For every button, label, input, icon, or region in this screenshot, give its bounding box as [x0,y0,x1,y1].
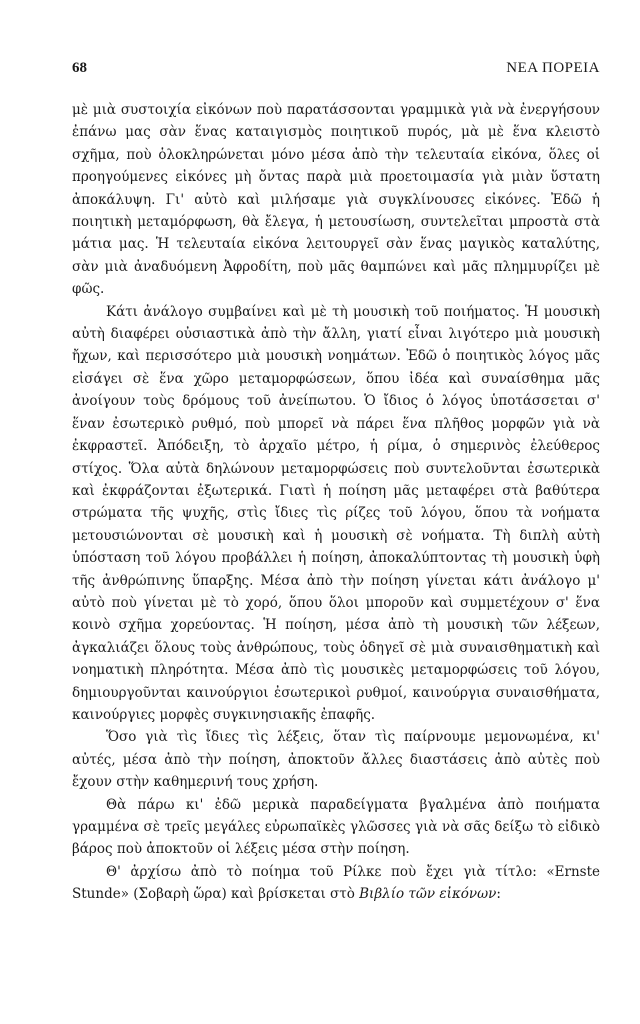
paragraph-1: μὲ μιὰ συστοιχία εἰκόνων ποὺ παρατάσσονται γραμμικὰ γιὰ νὰ ἐνεργήσουν ἐπάνω μας σὰν ἕνας καταιγισμὸς ποιητικοῦ πυρός, μὰ μὲ ἕνα κλειστὸ σχῆμα, ποὺ ὁλοκληρώνεται μόνο μέσα ἀπὸ τὴν τελευταία εἰκόνα, ὅλες οἱ προηγούμενες εἰκόνες μὴ ὄντας παρὰ μιὰ προετοιμασία γιὰ μιὰν ὕστατη ἀποκάλυψη. Γι' αὐτὸ καὶ μιλήσαμε γιὰ συγκλίνουσες εἰκόνες. Ἐδῶ ἡ ποιητικὴ μεταμόρφωση, θὰ ἔλεγα, ἡ μετουσίωση, συντελεῖται μπροστὰ στὰ μάτια μας. Ἡ τελευταία εἰκόνα λειτουργεῖ σὰν ἕνας μαγικὸς καταλύτης, σὰν μιὰ ἀναδυόμενη Ἀφροδίτη, ποὺ μᾶς θαμπώνει καὶ μᾶς πλημμυρίζει μὲ φῶς. [72,102,600,298]
body-text [72,99,600,906]
document-page [72,60,600,906]
paragraph-4: Θὰ πάρω κι' ἐδῶ μερικὰ παραδείγματα βγαλμένα ἀπὸ ποιήματα γραμμένα σὲ τρεῖς μεγάλες εὐρωπαϊκὲς γλῶσσες γιὰ νὰ σᾶς δείξω τὸ εἰδικὸ βάρος ποὺ ἀποκτοῦν οἱ λέξεις μέσα στὴν ποίηση. [72,796,600,858]
journal-title: ΝΕΑ ΠΟΡΕΙΑ [506,60,600,76]
page-number: 68 [72,60,87,76]
paragraph-3: Ὅσο γιὰ τὶς ἴδιες τὶς λέξεις, ὅταν τὶς παίρνουμε μεμονωμένα, κι' αὐτές, μέσα ἀπὸ τὴν ποίηση, ἀποκτοῦν ἄλλες διαστάσεις ἀπὸ αὐτὲς ποὺ ἔχουν στὴν καθημερινή τους χρήση. [72,729,600,791]
paragraph-5 [72,861,600,906]
book-title: Βιβλίο τῶν εἰκόνων [359,886,497,903]
paragraph-2: Κάτι ἀνάλογο συμβαίνει καὶ μὲ τὴ μουσικὴ τοῦ ποιήματος. Ἡ μουσικὴ αὐτὴ διαφέρει οὐσιαστικὰ ἀπὸ τὴν ἄλλη, γιατί εἶναι λιγότερο μιὰ μουσικὴ ἤχων, καὶ περισσότερο μιὰ μουσικὴ νοημάτων. Ἐδῶ ὁ ποιητικὸς λόγος μᾶς εἰσάγει σὲ ἕνα χῶρο μεταμορφώσεων, ὅπου ἰδέα καὶ συναίσθημα μᾶς ἀνοίγουν τοὺς δρόμους τοῦ ἀνείπωτου. Ὁ ἴδιος ὁ λόγος ὑποτάσσεται σ' ἕναν ἐσωτερικὸ ρυθμό, ποὺ μπορεῖ νὰ πάρει ἕνα πλῆθος μορφῶν γιὰ νὰ ἐκφραστεῖ. Ἀπόδειξη, τὸ ἀρχαῖο μέτρο, ἡ ρίμα, ὁ σημερινὸς ἐλεύθερος στίχος. Ὅλα αὐτὰ δηλώνουν μεταμορφώσεις ποὺ συντελοῦνται ἐσωτερικὰ καὶ ἐκφράζονται ἐξωτερικά. Γιατὶ ἡ ποίηση μᾶς μεταφέρει στὰ βαθύτερα στρώματα τῆς ψυχῆς, στὶς ἴδιες τὶς ρίζες τοῦ λόγου, ὅπου τὰ νοήματα μετουσιώνονται σὲ μουσικὴ καὶ ἡ μουσικὴ σὲ νοήματα. Τὴ διπλὴ αὐτὴ ὑπόσταση τοῦ λόγου προβάλλει ἡ ποίηση, ἀποκαλύπτοντας τὴ μουσικὴ ὑφὴ τῆς ἀνθρώπινης ὕπαρξης. Μέσα ἀπὸ τὴν ποίηση γίνεται κάτι ἀνάλογο μ' αὐτὸ ποὺ γίνεται μὲ τὸ χορό, ὅπου ὅλοι μποροῦν καὶ συμμετέχουν σ' ἕνα κοινὸ σχῆμα χορεύοντας. Ἡ ποίηση, μέσα ἀπὸ τὴ μουσικὴ τῶν λέξεων, ἀγκαλιάζει ὅλους τοὺς ἀνθρώπους, τοὺς ὁδηγεῖ σὲ μιὰ συναισθηματικὴ καὶ νοηματικὴ πληρότητα. Μέσα ἀπὸ τὶς μουσικὲς μεταμορφώσεις τοῦ λόγου, δημιουργοῦνται καινούργιοι ἐσωτερικοὶ ρυθμοί, καινούργια συναισθήματα, καινούργιες μορφὲς συγκινησιακῆς ἐπαφῆς. [72,303,600,723]
paragraph-5-text: Θ' ἀρχίσω ἀπὸ τὸ ποίημα τοῦ Ρίλκε ποὺ ἔχει γιὰ τίτλο: «Ernste Stunde» (Σοβαρὴ ὥρα) καὶ βρίσκεται στὸ [72,863,600,903]
running-head [72,60,600,77]
paragraph-5-end: : [496,886,501,903]
